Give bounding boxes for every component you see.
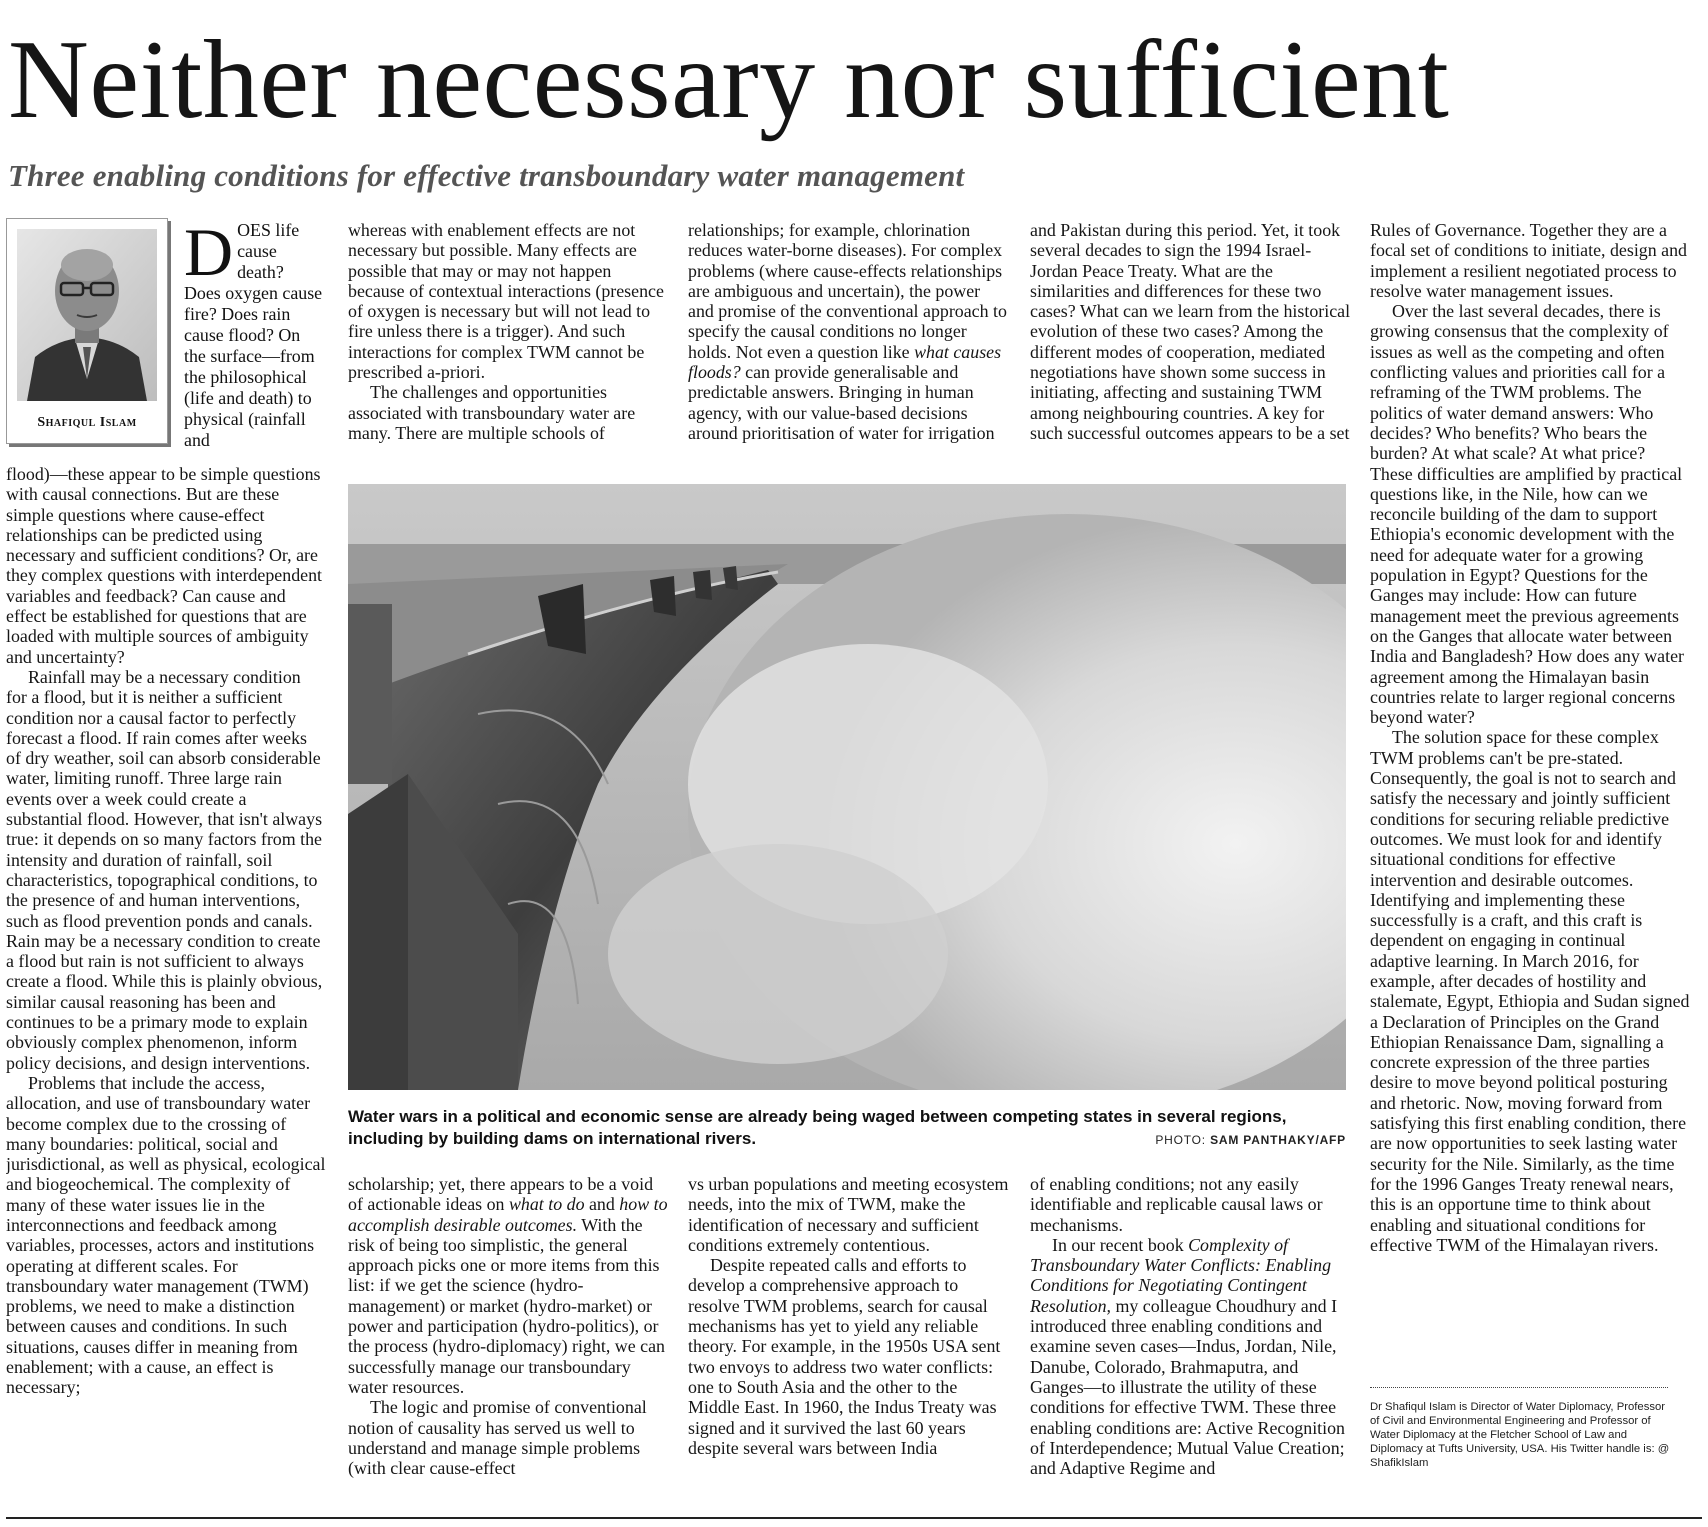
column-3-bottom: [688, 1174, 1010, 1512]
paragraph: flood)—these appear to be simple questions with causal connections. But are these simple questions where cause-effect relationships can be predicted using necessary and sufficient conditions? Or, are they complex questions with interdependent variables and feedback? Can cause and effect be established for questions that are loaded with multiple sources of ambiguity and uncertainty?: [6, 464, 322, 667]
paragraph: The logic and promise of conventional notion of causality has served us well to understand and manage simple problems (with clear cause-effect: [348, 1397, 647, 1479]
author-photo: [17, 229, 157, 401]
dropcap-text: OES life cause death? Does oxygen cause fire? Does rain cause flood? On the surface—from the philosophical (life and death) to physical (rainfall and: [184, 220, 323, 450]
paragraph: vs urban populations and meeting ecosystem needs, into the mix of TWM, make the identification of necessary and sufficient conditions extremely contentious.: [688, 1174, 1009, 1255]
dam-photo: [348, 484, 1346, 1090]
dotted-divider: [1370, 1387, 1668, 1388]
paragraph: scholarship; yet, there appears to be a void of actionable ideas on what to do and how to accomplish desirable outcomes. With the risk of being too simplistic, the general approach picks one or more items from this list: if we get the science (hydro-management) or market (hydro-market) or power and participation (hydro-politics), or the process (hydro-diplomacy) right, we can successfully manage our transboundary water resources.: [348, 1174, 668, 1397]
column-2-top: [348, 220, 670, 462]
paragraph: relationships; for example, chlorination reduces water-borne diseases). For complex problems (where cause-effects relationships are ambiguous and uncertain), the power and promise of the conventional approach to specify the causal conditions no longer holds. Not even a question like what causes floods? can provide generalisable and predictable answers. Bringing in human agency, with our value-based decisions around prioritisation of water for irrigation: [688, 220, 1007, 443]
column-2-bottom: [348, 1174, 670, 1512]
dropcap-letter: D: [184, 214, 234, 290]
photo-caption: Water wars in a political and economic sense are already being waged between competing states in several regions, including by building dams on international rivers.: [348, 1107, 1287, 1148]
author-box: [6, 218, 168, 444]
column-4-bottom: [1030, 1174, 1352, 1512]
paragraph: and Pakistan during this period. Yet, it took several decades to sign the 1994 Israel-Jordan Peace Treaty. What are the similarities and differences for these two cases? What can we learn from the historical evolution of these two cases? Among the different modes of cooperation, mediated negotiations have shown some success in initiating, affecting and sustaining TWM among neighbouring countries. A key for such successful outcomes appears to be a set: [1030, 220, 1351, 443]
paragraph: The solution space for these complex TWM problems can't be pre-stated. Consequently, the goal is not to search and satisfy the necessary and jointly sufficient conditions for securing reliable predictive outcomes. We must look for and identify situational conditions for effective intervention and desirable outcomes. Identifying and implementing these successfully is a craft, and this craft is dependent on engaging in continual adaptive learning. In March 2016, for example, after decades of hostility and stalemate, Egypt, Ethiopia and Sudan signed a Declaration of Principles on the Grand Ethiopian Renaissance Dam, signalling a concrete expression of the three parties desire to move beyond political posturing and rhetoric. Now, moving forward from satisfying this first enabling condition, there are now opportunities to seek lasting water security for the Nile. Similarly, as the time for the 1996 Ganges Treaty renewal nears, this is an opportune time to think about enabling and situational conditions for effective TWM of the Himalayan rivers.: [1370, 727, 1690, 1255]
paragraph: Rules of Governance. Together they are a focal set of conditions to initiate, design and implement a resilient negotiated process to resolve water management issues.: [1370, 220, 1687, 301]
paragraph: Over the last several decades, there is growing consensus that the complexity of issues as well as the competing and often conflicting values and priorities call for a reframing of the TWM problems. The politics of water demand answers: Who decides? Who benefits? Who bears the burden? At what scale? At what price? These difficulties are amplified by practical questions like, in the Nile, how can we reconcile building of the dam to support Ethiopia's economic development with the need for adequate water for a growing population in Egypt? Questions for the Ganges may include: How can future management meet the previous agreements on the Ganges that allocate water between India and Bangladesh? How does any water agreement among the Himalayan basin countries relate to larger regional concerns beyond water?: [1370, 301, 1684, 728]
paragraph: The challenges and opportunities associated with transboundary water are many. There are multiple schools of: [348, 382, 636, 443]
paragraph: Problems that include the access, allocation, and use of transboundary water become complex due to the crossing of many boundaries: political, social and jurisdictional, as well as physical, ecological and biogeochemical. The complexity of many of these water issues lie in the interconnections and feedback among variables, processes, actors and institutions operating at different scales. For transboundary water management (TWM) problems, we need to make a distinction between causes and conditions. In such situations, causes differ in meaning from enablement; with a cause, an effect is necessary;: [6, 1072, 326, 1398]
dam-photo-image: [348, 484, 1346, 1090]
paragraph: of enabling conditions; not any easily identifiable and replicable causal laws or mechanisms.: [1030, 1174, 1323, 1235]
author-name: Shafiqul Islam: [37, 415, 137, 430]
column-1: [6, 464, 326, 1512]
paragraph: whereas with enablement effects are not necessary but possible. Many effects are possible that may or may not happen because of contextual interactions (presence of oxygen is necessary but will not lead to fire unless there is a trigger). And such interactions for complex TWM cannot be prescribed a-priori.: [348, 220, 664, 383]
paragraph: In our recent book Complexity of Transboundary Water Conflicts: Enabling Conditions for Negotiating Contingent Resolution, my colleague Choudhury and I introduced three enabling conditions and examine seven cases—Indus, Jordan, Nile, Danube, Colorado, Brahmaputra, and Ganges—to illustrate the utility of these conditions for effective TWM. These three enabling conditions are: Active Recognition of Interdependence; Mutual Value Creation; and Adaptive Regime and: [1030, 1234, 1345, 1479]
photo-credit: PHOTO: SAM PANTHAKY/AFP: [1155, 1133, 1346, 1147]
author-bio: Dr Shafiqul Islam is Director of Water Diplomacy, Professor of Civil and Environmental Engineering and Professor of Water Diplomacy at the Fletcher School of Law and Diplomacy at Tufts University, USA. His Twitter handle is: @ ShafikIslam: [1370, 1401, 1670, 1469]
paragraph: Despite repeated calls and efforts to develop a comprehensive approach to resolve TWM problems, search for causal mechanisms has yet to yield any reliable theory. For example, in the 1950s USA sent two envoys to address two water conflicts: one to South Asia and the other to the Middle East. In 1960, the Indus Treaty was signed and it survived the last 60 years despite several wars between India: [688, 1255, 1001, 1458]
column-5: [1370, 220, 1690, 1382]
bottom-rule: [6, 1517, 1702, 1519]
column-3-top: [688, 220, 1010, 462]
subheadline: Three enabling conditions for effective transboundary water management: [8, 158, 965, 193]
headline: Neither necessary nor sufficient: [8, 18, 1450, 142]
column-4-top: [1030, 220, 1352, 462]
paragraph: Rainfall may be a necessary condition for a flood, but it is neither a sufficient condition nor a causal factor to perfectly forecast a flood. If rain comes after weeks of dry weather, soil can absorb considerable water, limiting runoff. Three large rain events over a week could create a substantial flood. However, that isn't always true: it depends on so many factors from the intensity and duration of rainfall, soil characteristics, topographical conditions, to the presence of and human interventions, such as flood prevention ponds and canals. Rain may be a necessary condition to create a flood but rain is not sufficient to always create a flood. While this is plainly obvious, similar causal reasoning has been and continues to be a primary mode to explain obviously complex phenomenon, inform policy decisions, and design interventions.: [6, 666, 323, 1073]
dropcap-paragraph: [184, 214, 324, 451]
